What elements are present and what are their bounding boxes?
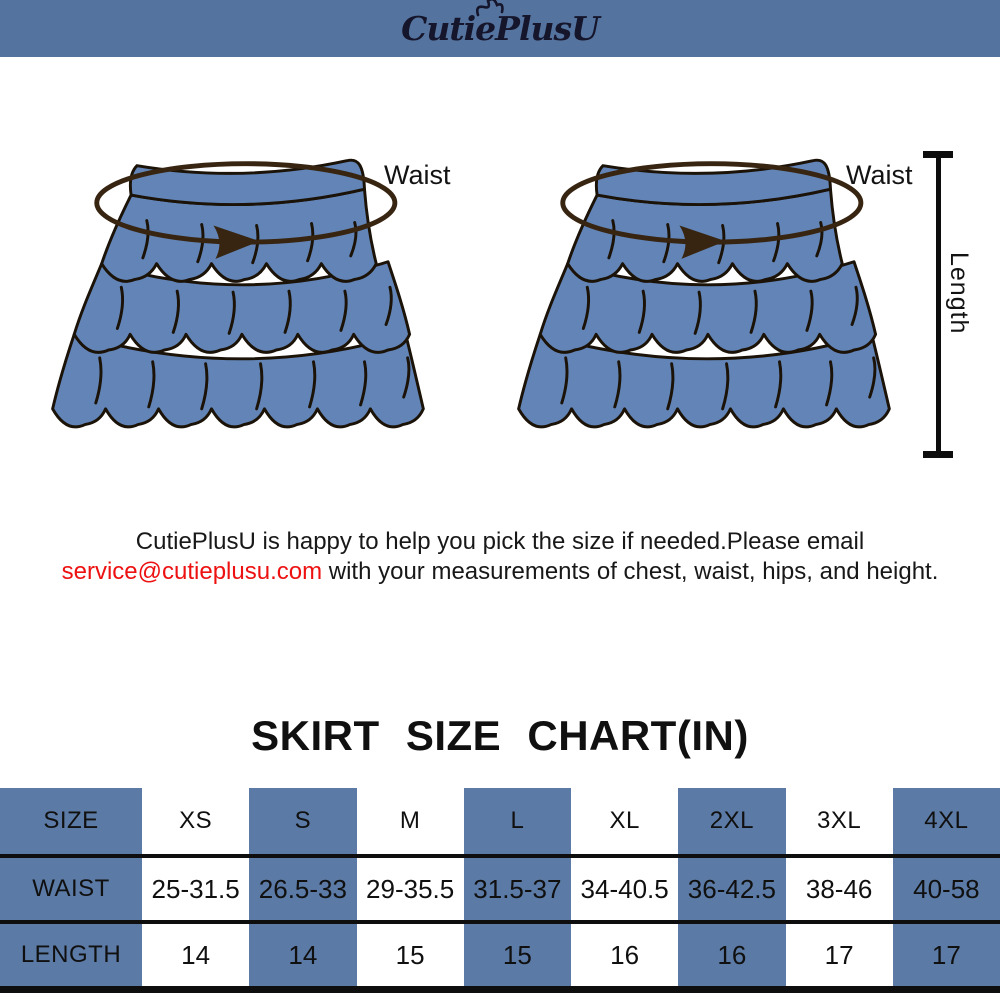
- length-value-xs: 14: [181, 939, 211, 970]
- brand-logo: [401, 9, 599, 48]
- table-row-waist: [0, 854, 1000, 920]
- logo-ribbon-icon: [473, 0, 507, 21]
- header-cell-s: S: [249, 788, 356, 854]
- help-note-line1: CutiePlusU is happy to help you pick the size if needed.Please email: [135, 528, 865, 555]
- waist-value-l: 31.5-37: [464, 858, 571, 920]
- header-cell-l: L: [464, 788, 571, 854]
- length-dimension-line: [936, 156, 941, 452]
- waist-value-4xl: 40-58: [893, 858, 1000, 920]
- header-cell-4xl: 4XL: [893, 788, 1000, 854]
- length-label: Length: [945, 252, 973, 335]
- brand-logo-text: CutiePlusU: [401, 9, 599, 48]
- row-label-waist: WAIST: [0, 858, 142, 920]
- waist-value-xl: 34-40.5: [580, 873, 669, 904]
- length-value-4xl: 17: [893, 924, 1000, 986]
- length-value-m: 15: [395, 939, 425, 970]
- waist-value-m: 29-35.5: [366, 873, 455, 904]
- size-help-note: [0, 527, 1000, 587]
- skirt-illustration-right: [486, 148, 920, 452]
- waist-label-right: Waist: [846, 160, 913, 190]
- length-value-2xl: 16: [678, 924, 785, 986]
- length-value-s: 14: [249, 924, 356, 986]
- size-chart-table: [0, 788, 1000, 993]
- table-row-length: [0, 920, 1000, 986]
- skirt-illustration-left: [20, 148, 454, 452]
- service-email-text: service@cutieplusu.com: [61, 558, 323, 585]
- help-note-line2: with your measurements of chest, waist, hips, and height.: [322, 558, 939, 585]
- header-cell-xl: XL: [609, 807, 640, 834]
- waist-value-3xl: 38-46: [805, 873, 873, 904]
- header-cell-size: SIZE: [0, 788, 142, 854]
- size-chart-title: SKIRT SIZE CHART(IN): [251, 712, 749, 759]
- length-value-xl: 16: [610, 939, 640, 970]
- waist-value-xs: 25-31.5: [151, 873, 240, 904]
- header-cell-3xl: 3XL: [817, 807, 862, 834]
- length-dimension-bottom-cap: [923, 451, 953, 458]
- waist-label-left: Waist: [384, 160, 451, 190]
- row-label-length: LENGTH: [0, 924, 142, 986]
- waist-value-2xl: 36-42.5: [678, 858, 785, 920]
- header-cell-2xl: 2XL: [678, 788, 785, 854]
- header-cell-m: M: [399, 807, 421, 834]
- length-value-3xl: 17: [824, 939, 854, 970]
- brand-banner: [0, 0, 1000, 57]
- waist-value-s: 26.5-33: [249, 858, 356, 920]
- length-value-l: 15: [464, 924, 571, 986]
- header-cell-xs: XS: [179, 807, 213, 834]
- table-header-row: [0, 788, 1000, 854]
